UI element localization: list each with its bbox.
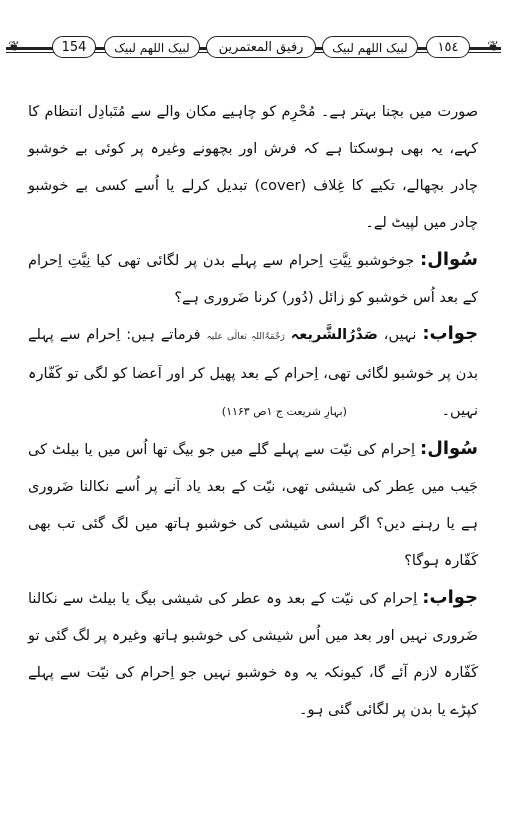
page-number-urdu: ١٥٤ [426, 36, 470, 58]
book-title: رفیق المعتمرین [206, 36, 316, 58]
answer-2 [28, 580, 478, 729]
author-name: صَدْرُالشَّریعہ [290, 327, 378, 344]
citation: (بہارِ شریعت ج ۱ص ۱۱۶۳) [221, 405, 347, 419]
left-flourish-icon: ❦ [8, 39, 20, 55]
answer-label: جواب: [422, 323, 479, 345]
left-tag: لبیک اللھم لبیک [104, 36, 200, 58]
question-1 [28, 242, 478, 317]
question-text: اِحرام کی نیّت سے پہلے گلے میں جو بیگ تھا اُس میں یا بیلٹ کی جَیب میں عِطر کی شیشی تھی، نیّت کے بعد یاد آنے پر اُسے نکالنا ضَروری ہے یا رہنے دیں؟ اگر اسی شیشی کی خوشبو ہاتھ میں لگ گئی تب بھی کَفّارہ ہوگا؟ [28, 442, 478, 569]
answer-label: جواب: [422, 586, 478, 608]
answer-text: اِحرام کی نیّت کے بعد وہ عطر کی شیشی بیگ یا بیلٹ سے نکالنا ضَروری نہیں اور بعد میں اُس شیشی کی خوشبو ہاتھ وغیرہ پر لگ گئی تو کَفّارہ لازم آئے گا، کیونکہ یہ وہ خوشبو نہیں جو اِحرام کی نیّت سے پہلے کپڑے یا بدن پر لگائی گئی ہو۔ [28, 590, 478, 718]
right-flourish-icon: ❦ [487, 39, 499, 55]
answer-1 [28, 316, 478, 431]
question-label: سُوال: [420, 248, 478, 270]
question-2 [28, 431, 478, 580]
right-tag: لبیک اللھم لبیک [322, 36, 418, 58]
page-number: 154 [52, 36, 96, 58]
answer-text-end: فرماتے ہیں: اِحرام سے پہلے بدن پر خوشبو لگائی تھی، اِحرام کے بعد پھیل کر اور اَعضا کو لگی تو کَفّارہ نہیں۔ [28, 327, 478, 420]
page-body [28, 94, 478, 728]
answer-text-start: نہیں، [377, 327, 417, 344]
question-text: جوخوشبو نِیَّتِ اِحرام سے پہلے بدن پر لگائی تھی کیا نِیَّتِ اِحرام کے بعد اُس خوشبو کو زائل (دُور) کرنا ضَروری ہے؟ [28, 252, 478, 306]
honorific: رَحْمَۃُاللہِ تعالٰی علیہ [206, 332, 285, 343]
page-header [6, 34, 501, 62]
question-label: سُوال: [420, 438, 478, 460]
intro-paragraph: صورت میں بچنا بہتر ہے۔ مُحْرِم کو چاہیے مکان والے سے مُتَبادِل انتظام کا کہے، یہ بھی ہوسکتا ہے کہ فرش اور بچھونے وغیرہ پر کوئی بے خوشبو چادر بچھالے، تکیے کا غِلاف (cover) تبدیل کرلے یا اُسے کسی بے خوشبو چادر میں لپیٹ لے۔ [28, 104, 478, 231]
